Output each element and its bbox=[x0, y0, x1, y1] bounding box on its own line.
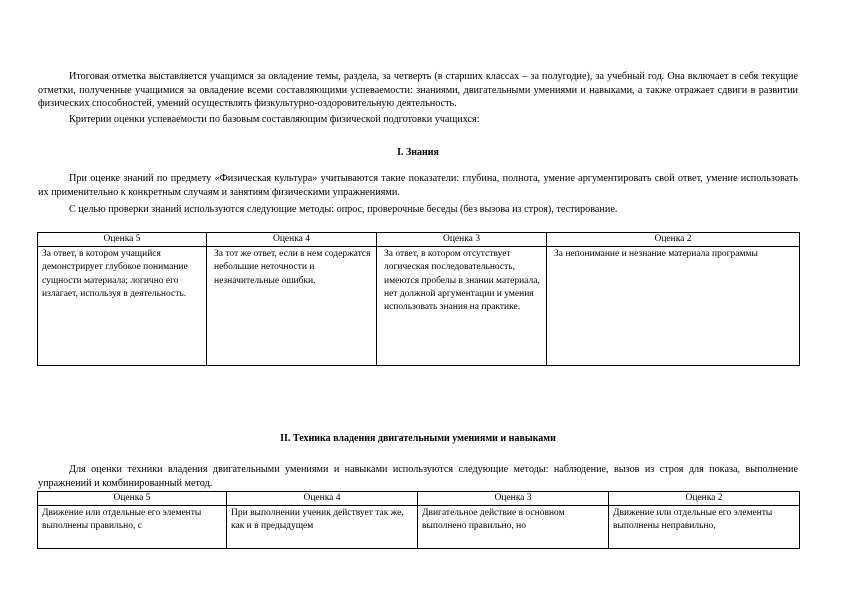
grade-5-criteria-text: Движение или отдельные его элементы выполнены правильно, с bbox=[42, 508, 202, 532]
grade-3-header: Оценка 3 bbox=[377, 233, 547, 247]
table-row bbox=[38, 247, 800, 366]
grade-5-criteria bbox=[38, 506, 227, 549]
grade-2-criteria bbox=[609, 506, 800, 549]
grade-2-header: Оценка 2 bbox=[547, 233, 800, 247]
grade-5-header: Оценка 5 bbox=[38, 492, 227, 506]
grade-4-header: Оценка 4 bbox=[207, 233, 377, 247]
table-header-row bbox=[38, 492, 800, 506]
grade-2-header: Оценка 2 bbox=[609, 492, 800, 506]
grade-3-criteria-text: Двигательное действие в основном выполнено правильно, но bbox=[422, 508, 565, 532]
section-1-paragraph-2: С целью проверки знаний используются следующие методы: опрос, проверочные беседы (без вызова из строя), тестирование. bbox=[69, 204, 618, 215]
section-2-heading: II. Техника владения двигательными умениями и навыками bbox=[280, 433, 556, 444]
intro-paragraph-2: Критерии оценки успеваемости по базовым составляющим физической подготовки учащихся: bbox=[69, 114, 480, 125]
grade-3-criteria: За ответ, в котором отсутствует логическая последовательность, имеются пробелы в знании материала, нет должной аргументации и умения использовать знания на практике. bbox=[377, 247, 547, 366]
section-1-paragraph-1: При оценке знаний по предмету «Физическая культура» учитываются такие показатели: глубина, полнота, умение аргументировать свой ответ, умение использовать их применительно к конкретным случаям и занятиям физическими упражнениями. bbox=[38, 173, 798, 198]
intro-paragraph-1: Итоговая отметка выставляется учащимся за овладение темы, раздела, за четверть (в старших классах – за полугодие), за учебный год. Она включает в себя текущие отметки, полученные учащимися за овладение всеми составляющими успеваемости: знаниями, двигательными умениями и навыками, а также отражает сдвиги в развитии физических способностей, умений осуществлять физкультурно-оздоровительную деятельность. bbox=[38, 71, 798, 110]
section-1-heading: I. Знания bbox=[397, 147, 439, 158]
grade-2-criteria: За непонимание и незнание материала программы bbox=[547, 247, 800, 366]
grade-4-header: Оценка 4 bbox=[227, 492, 418, 506]
table-header-row bbox=[38, 233, 800, 247]
section-2-paragraph-1: Для оценки техники владения двигательными умениями и навыками используются следующие методы: наблюдение, вызов из строя для показа, выполнение упражнений и комбинированный метод. bbox=[38, 464, 798, 489]
grade-2-criteria-text: Движение или отдельные его элементы выполнены неправильно, bbox=[613, 508, 773, 532]
grade-5-criteria: За ответ, в котором учащийся демонстрирует глубокое понимание сущности материала; логично его излагает, используя в деятельность. bbox=[38, 247, 207, 366]
grade-5-header: Оценка 5 bbox=[38, 233, 207, 247]
grade-3-criteria bbox=[418, 506, 609, 549]
grade-4-criteria-text: При выполнении ученик действует так же, как и в предыдущем bbox=[231, 508, 404, 532]
technique-grading-table bbox=[37, 491, 800, 549]
table-row bbox=[38, 506, 800, 549]
grade-3-header: Оценка 3 bbox=[418, 492, 609, 506]
knowledge-grading-table bbox=[37, 232, 800, 366]
grade-4-criteria: За тот же ответ, если в нем содержатся небольшие неточности и незначительные ошибки. bbox=[207, 247, 377, 366]
grade-4-criteria bbox=[227, 506, 418, 549]
